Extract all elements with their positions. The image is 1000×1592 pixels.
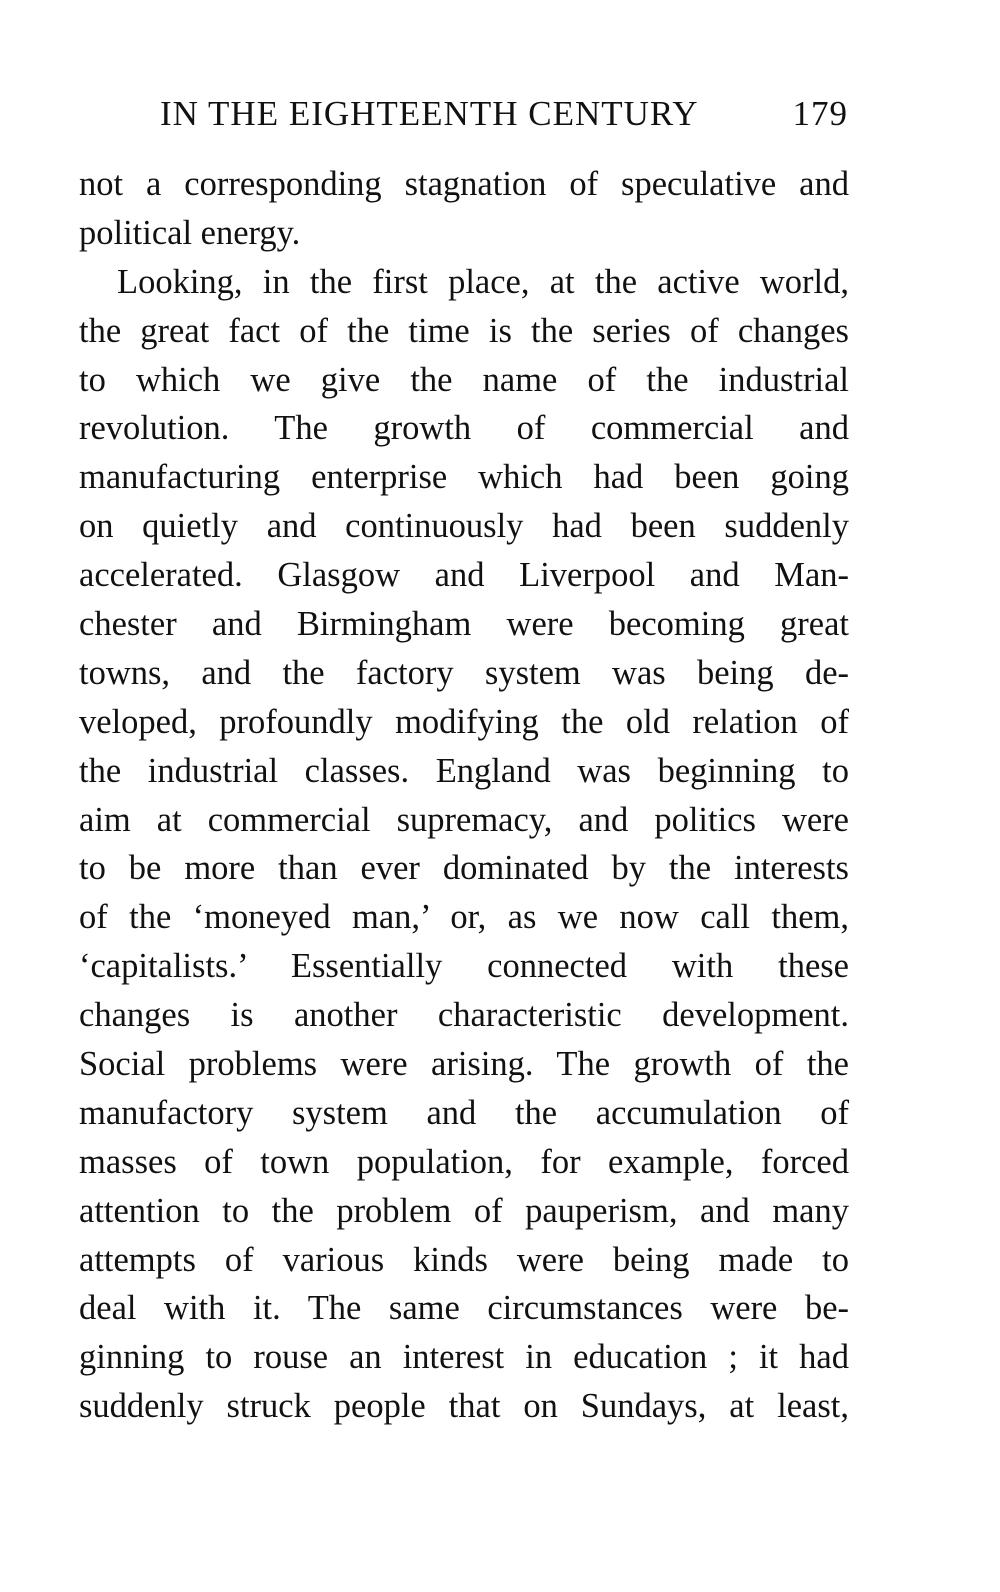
text-line: political energy. [79,213,301,252]
text-line: on quietly and continuously had been suddenly [79,507,849,546]
page-number: 179 [792,94,848,133]
text-line: the industrial classes. England was beginning to [79,751,849,790]
text-line: chester and Birmingham were becoming great [79,605,849,644]
text-line: attempts of various kinds were being made to [79,1240,849,1279]
text-line: Social problems were arising. The growth of the [79,1045,849,1084]
running-head-title: IN THE EIGHTEENTH CENTURY [160,94,699,133]
text-line: aim at commercial supremacy, and politics were [79,800,849,839]
text-line: to be more than ever dominated by the interests [79,849,849,888]
text-line: of the ‘moneyed man,’ or, as we now call them, [79,898,849,937]
text-line: towns, and the factory system was being de- [79,653,849,692]
running-head [160,94,850,142]
text-line: deal with it. The same circumstances were be- [79,1289,849,1328]
text-line: manufacturing enterprise which had been going [79,458,849,497]
text-line: not a corresponding stagnation of speculative and [79,165,849,203]
text-line: veloped, profoundly modifying the old relation of [79,702,849,741]
text-line: the great fact of the time is the series of changes [79,311,849,350]
text-line: ‘capitalists.’ Essentially connected with these [79,947,849,986]
text-line: revolution. The growth of commercial and [79,409,849,448]
body-text [79,160,849,1431]
text-line: masses of town population, for example, forced [79,1142,849,1181]
text-line: changes is another characteristic development. [79,996,849,1035]
text-line: manufactory system and the accumulation of [79,1093,849,1132]
text-line: Looking, in the first place, at the active world, [117,262,849,301]
text-line: attention to the problem of pauperism, and many [79,1191,849,1230]
text-line: accelerated. Glasgow and Liverpool and Man- [79,556,849,595]
text-line: suddenly struck people that on Sundays, at least, [79,1387,849,1426]
text-line: ginning to rouse an interest in education ; it had [79,1338,849,1377]
text-line: to which we give the name of the industrial [79,360,849,399]
